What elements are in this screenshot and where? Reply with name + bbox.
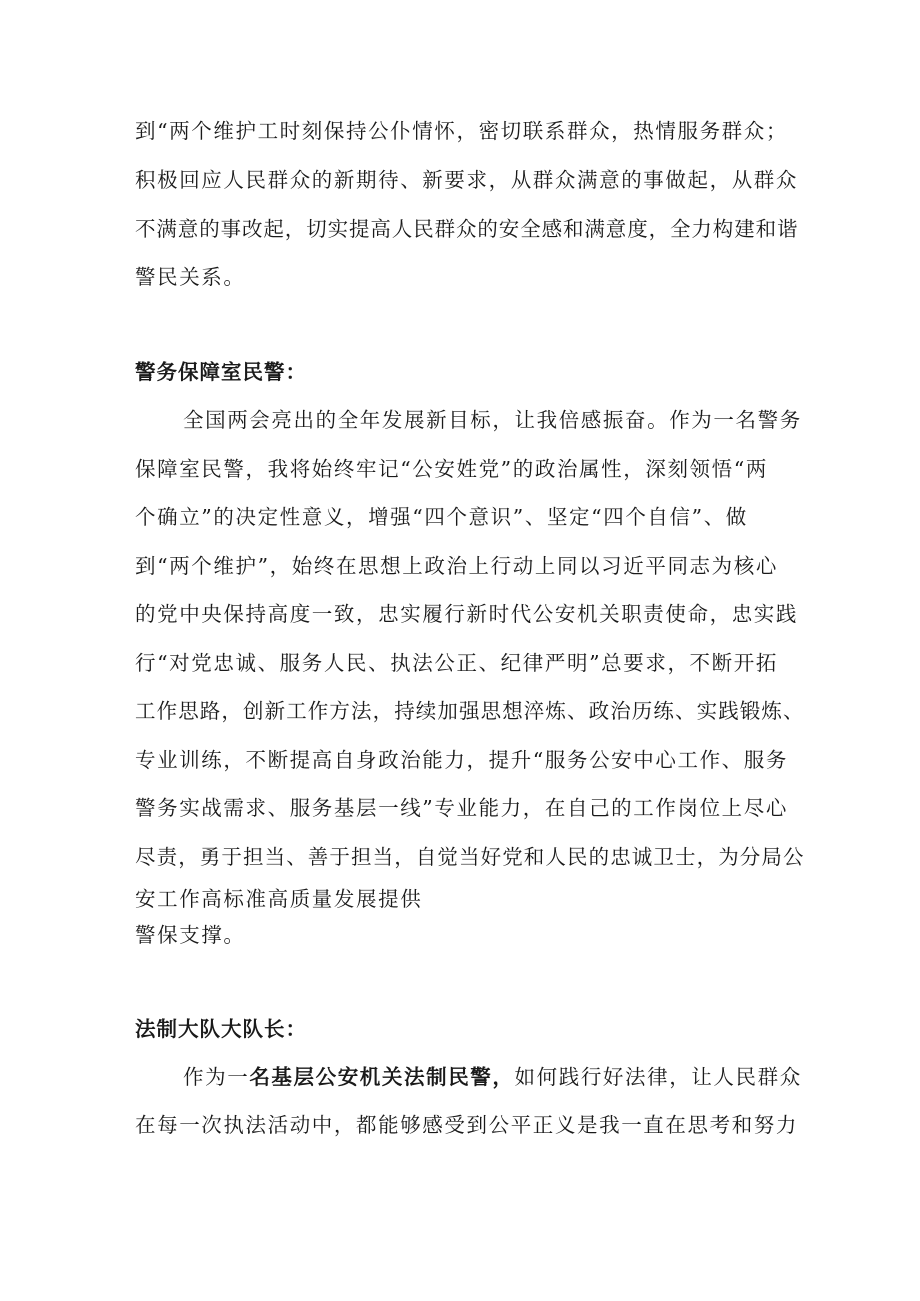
section-2-line: 行“对党忠诚、服务人民、执法公正、纪律严明”总要求，不断开拓 bbox=[135, 651, 778, 675]
section-2-line: 的党中央保持高度一致，忠实履行新时代公安机关职责使命，忠实践 bbox=[135, 602, 798, 626]
section-2-line: 到“两个维护”，始终在思想上政治上行动上同以习近平同志为核心 bbox=[135, 554, 778, 578]
section-2-line: 尽责，勇于担当、善于担当，自觉当好党和人民的忠诚卫士，为分局公 bbox=[135, 845, 805, 869]
paragraph-1-line: 警民关系。 bbox=[135, 265, 246, 289]
section-2-line: 保障室民警，我将始终牢记“公安姓党”的政治属性，深刻领悟“两 bbox=[135, 457, 768, 481]
section-heading-legal-team: 法制大队大队长： bbox=[135, 1017, 307, 1041]
section-2-line: 全国两会亮出的全年发展新目标，让我倍感振奋。作为一名警务 bbox=[183, 408, 802, 432]
section-2-line: 工作思路，创新工作方法，持续加强思想淬炼、政治历练、实践锻炼、 bbox=[135, 699, 805, 723]
text-run: 如何践行好法律，让人民群众 bbox=[514, 1065, 802, 1089]
section-2-line: 个确立”的决定性意义，增强“四个意识”、坚定“四个自信”、做 bbox=[135, 505, 748, 529]
bold-text-run: 名基层公安机关法制民警， bbox=[249, 1065, 515, 1089]
paragraph-1-line: 不满意的事改起，切实提高人民群众的安全感和满意度，全力构建和谐 bbox=[135, 217, 799, 241]
section-2-line: 安工作高标准高质量发展提供 bbox=[135, 887, 423, 911]
section-2-line: 警务实战需求、服务基层一线”专业能力，在自己的工作岗位上尽心 bbox=[135, 796, 788, 820]
section-heading-police-support: 警务保障室民警： bbox=[135, 360, 307, 384]
section-3-line: 在每一次执法活动中，都能够感受到公平正义是我一直在思考和努力 bbox=[135, 1113, 798, 1137]
section-2-line: 专业训练，不断提高自身政治能力，提升“服务公安中心工作、服务 bbox=[135, 748, 788, 772]
paragraph-1-line: 积极回应人民群众的新期待、新要求，从群众满意的事做起，从群众 bbox=[135, 168, 798, 192]
section-3-line bbox=[183, 1063, 802, 1091]
paragraph-1-line: 到“两个维护工时刻保持公仆情怀，密切联系群众，热情服务群众； bbox=[135, 119, 788, 143]
section-2-line: 警保支撑。 bbox=[135, 923, 246, 947]
text-run: 作为一 bbox=[183, 1065, 250, 1089]
